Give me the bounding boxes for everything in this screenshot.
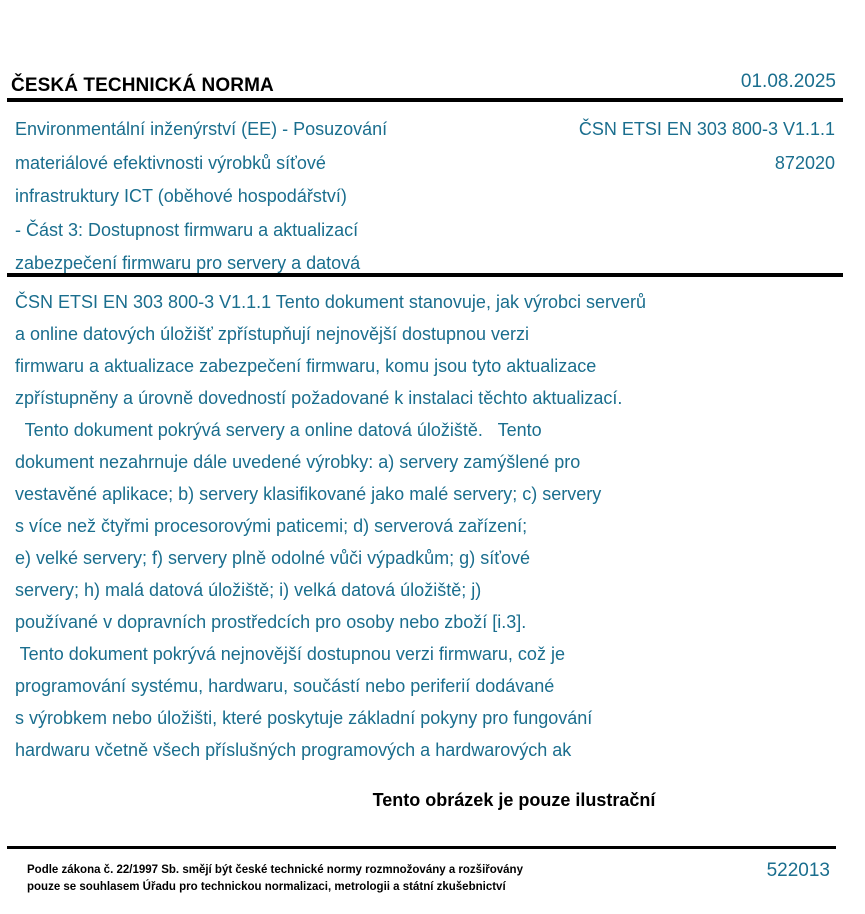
abstract-line: ČSN ETSI EN 303 800-3 V1.1.1 Tento dokument stanovuje, jak výrobci serverů xyxy=(15,292,646,312)
abstract-line: s výrobkem nebo úložišti, které poskytuje základní pokyny pro fungování xyxy=(15,708,593,728)
abstract-line: hardwaru včetně všech příslušných programových a hardwarových ak xyxy=(15,740,572,760)
abstract-line: Tento dokument pokrývá nejnovější dostupnou verzi firmwaru, což je xyxy=(15,644,565,664)
document-title-line: Environmentální inženýrství (EE) - Posuzování xyxy=(15,119,388,139)
document-title xyxy=(15,113,485,281)
document-reference xyxy=(579,113,835,180)
footer-code: 522013 xyxy=(766,860,830,881)
abstract-line: používané v dopravních prostředcích pro osoby nebo zboží [i.3]. xyxy=(15,612,527,632)
document-title-line: zabezpečení firmwaru pro servery a datová xyxy=(15,253,361,273)
abstract-line: programování systému, hardwaru, součástí nebo periferií dodávané xyxy=(15,676,555,696)
document-title-line: infrastruktury ICT (oběhové hospodářství) xyxy=(15,186,347,206)
abstract-line: Tento dokument pokrývá servery a online datová úložiště. Tento xyxy=(15,420,542,440)
abstract-line: firmwaru a aktualizace zabezpečení firmwaru, komu jsou tyto aktualizace xyxy=(15,356,597,376)
abstract-line: dokument nezahrnuje dále uvedené výrobky: a) servery zamýšlené pro xyxy=(15,452,581,472)
abstract-text xyxy=(15,286,815,766)
abstract-line: vestavěné aplikace; b) servery klasifikované jako malé servery; c) servery xyxy=(15,484,602,504)
legal-notice xyxy=(27,862,523,895)
document-title-line: - Část 3: Dostupnost firmwaru a aktualizací xyxy=(15,219,359,240)
legal-notice-line: pouze se souhlasem Úřadu pro technickou normalizaci, metrologii a státní zkušebnictví xyxy=(27,880,506,893)
classification-code: 872020 xyxy=(774,152,835,173)
document-title-line: materiálové efektivnosti výrobků síťové xyxy=(15,152,326,173)
standard-number: ČSN ETSI EN 303 800-3 V1.1.1 xyxy=(578,119,835,139)
abstract-line: e) velké servery; f) servery plně odolné vůči výpadkům; g) síťové xyxy=(15,548,530,568)
footer-divider xyxy=(7,846,836,849)
standard-header-title: ČESKÁ TECHNICKÁ NORMA xyxy=(11,75,274,96)
abstract-line: a online datových úložišť zpřístupňují nejnovější dostupnou verzi xyxy=(15,324,530,344)
illustration-disclaimer: Tento obrázek je pouze ilustrační xyxy=(372,790,656,810)
legal-notice-line: Podle zákona č. 22/1997 Sb. smějí být české technické normy rozmnožovány a rozšiřovány xyxy=(27,864,523,876)
publication-date: 01.08.2025 xyxy=(740,71,836,92)
abstract-line: s více než čtyřmi procesorovými paticemi; d) serverová zařízení; xyxy=(15,516,528,536)
header-divider xyxy=(7,98,843,102)
abstract-line: zpřístupněny a úrovně dovedností požadované k instalaci těchto aktualizací. xyxy=(15,388,623,408)
title-divider xyxy=(7,273,843,277)
abstract-line: servery; h) malá datová úložiště; i) velká datová úložiště; j) xyxy=(15,580,482,600)
